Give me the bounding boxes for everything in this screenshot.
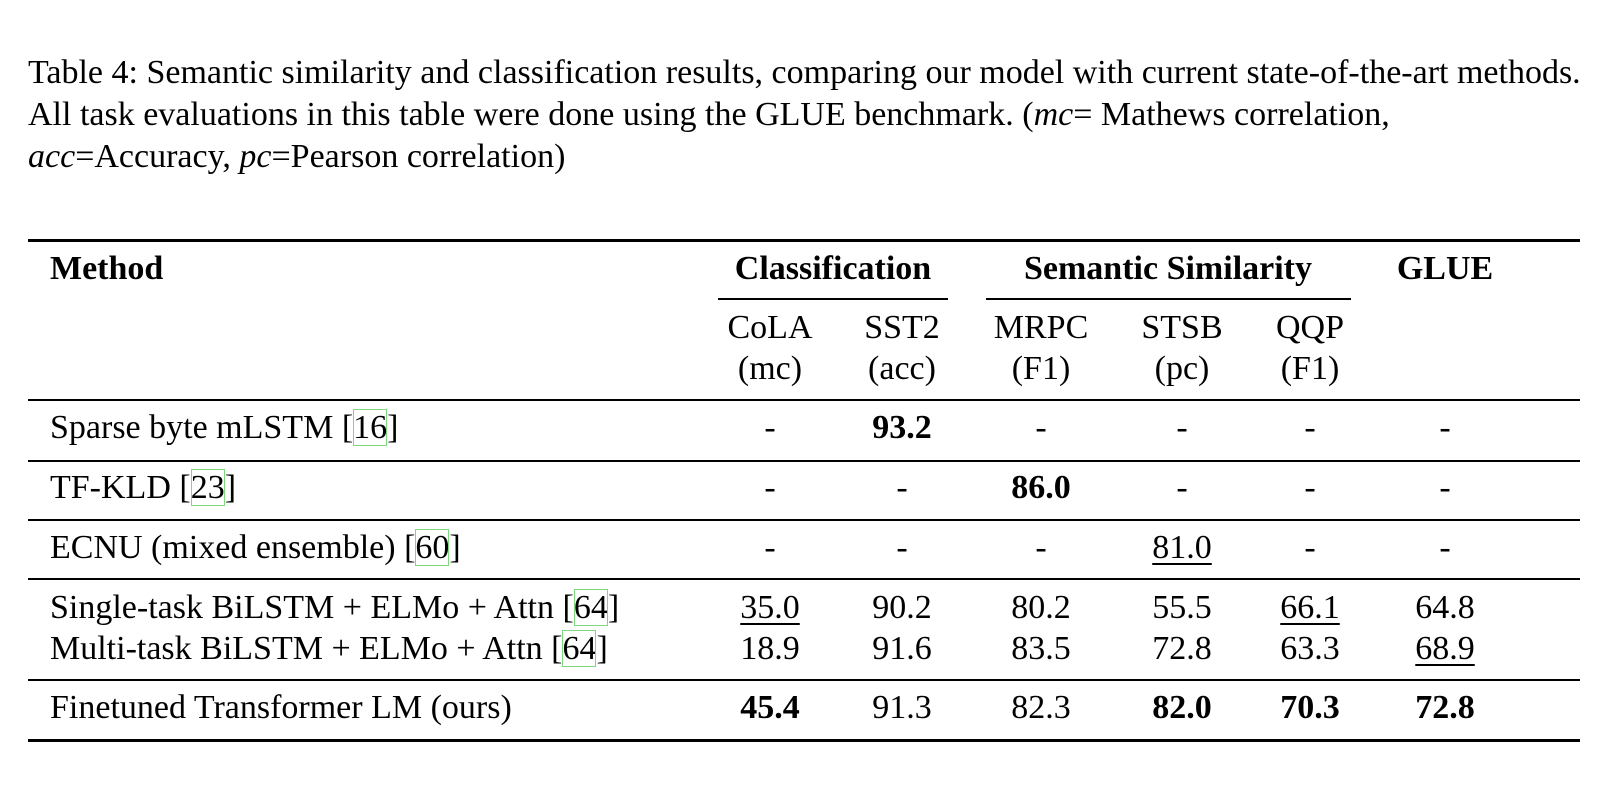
row-method bbox=[50, 528, 461, 568]
table-cell: 63.3 bbox=[1280, 630, 1340, 667]
citation-open-bracket: [ bbox=[179, 469, 191, 506]
glue-header: GLUE bbox=[1396, 250, 1494, 287]
col-header-stsb: STSB bbox=[1141, 309, 1223, 346]
table-cell: - bbox=[896, 469, 908, 506]
row-rule-3 bbox=[28, 578, 1580, 580]
table-cell: - bbox=[1304, 529, 1316, 566]
citation-link[interactable]: 60 bbox=[415, 529, 450, 566]
caption-text: Table 4: Semantic similarity and classification results, comparing our model with current state-of-the-art methods. All task evaluations in this table were done using the GLUE benchmark. ( bbox=[28, 54, 1581, 133]
table-cell: - bbox=[1176, 409, 1188, 446]
row-method bbox=[50, 468, 236, 508]
row-method bbox=[50, 408, 398, 448]
table-cell: 83.5 bbox=[1011, 630, 1071, 667]
table-cell: - bbox=[1439, 469, 1451, 506]
row-rule-2 bbox=[28, 519, 1580, 521]
citation-open-bracket: [ bbox=[341, 409, 354, 446]
table-cell: 82.0 bbox=[1152, 689, 1212, 726]
citation-close-bracket: ] bbox=[596, 630, 608, 667]
table-cell: 91.6 bbox=[872, 630, 932, 667]
caption-acc-def: =Accuracy, bbox=[75, 138, 240, 175]
table-cell: 72.8 bbox=[1415, 689, 1475, 726]
table-cell: 55.5 bbox=[1152, 589, 1212, 626]
citation-link[interactable]: 64 bbox=[573, 589, 608, 626]
table-bottom-rule bbox=[28, 739, 1580, 742]
citation-open-bracket: [ bbox=[562, 589, 574, 626]
citation-open-bracket: [ bbox=[404, 529, 416, 566]
table-cell: 82.3 bbox=[1011, 689, 1071, 726]
table-cell: - bbox=[1439, 409, 1451, 446]
table-cell: - bbox=[896, 529, 908, 566]
table-cell: - bbox=[1304, 469, 1316, 506]
row-method bbox=[50, 588, 619, 628]
citation-close-bracket: ] bbox=[387, 409, 399, 446]
col-metric-cola: (mc) bbox=[737, 350, 803, 387]
citation-link[interactable]: 23 bbox=[190, 469, 225, 506]
method-label: ECNU (mixed ensemble) bbox=[50, 529, 405, 566]
table-cell: 86.0 bbox=[1011, 469, 1071, 506]
row-rule-4 bbox=[28, 679, 1580, 681]
table-cell: 66.1 bbox=[1280, 589, 1340, 626]
method-label: Finetuned Transformer LM (ours) bbox=[50, 689, 512, 726]
table-cell: - bbox=[1176, 469, 1188, 506]
caption-pc: pc bbox=[239, 138, 272, 175]
table-cell: 91.3 bbox=[872, 689, 932, 726]
method-label: TF-KLD bbox=[50, 469, 180, 506]
citation-open-bracket: [ bbox=[551, 630, 563, 667]
method-header: Method bbox=[50, 250, 164, 287]
citation-close-bracket: ] bbox=[607, 589, 620, 626]
col-metric-qqp: (F1) bbox=[1280, 350, 1340, 387]
classification-header: Classification bbox=[734, 250, 932, 287]
table-cell: 18.9 bbox=[740, 630, 800, 667]
citation-link[interactable]: 64 bbox=[562, 630, 597, 667]
table-cell: - bbox=[764, 409, 776, 446]
table-cell: - bbox=[1035, 409, 1047, 446]
col-header-mrpc: MRPC bbox=[993, 309, 1089, 346]
row-method bbox=[50, 629, 608, 669]
col-header-cola: CoLA bbox=[727, 309, 813, 346]
table-cell: 90.2 bbox=[872, 589, 932, 626]
col-metric-sst2: (acc) bbox=[868, 350, 936, 387]
method-label: Multi-task BiLSTM + ELMo + Attn bbox=[50, 630, 552, 667]
classification-group-rule bbox=[718, 298, 948, 300]
col-metric-mrpc: (F1) bbox=[1011, 350, 1071, 387]
caption-acc: acc bbox=[28, 138, 76, 175]
table-cell: - bbox=[1035, 529, 1047, 566]
table-top-rule bbox=[28, 239, 1580, 242]
col-metric-stsb: (pc) bbox=[1154, 350, 1210, 387]
citation-close-bracket: ] bbox=[224, 469, 237, 506]
table-cell: 64.8 bbox=[1415, 589, 1475, 626]
caption-mc-def: = Mathews correlation, bbox=[1073, 96, 1390, 133]
semantic-group-rule bbox=[986, 298, 1351, 300]
table-cell: - bbox=[1439, 529, 1451, 566]
method-label: Sparse byte mLSTM bbox=[50, 409, 342, 446]
caption-pc-def: =Pearson correlation) bbox=[271, 138, 566, 175]
caption-mc: mc bbox=[1033, 96, 1074, 133]
table-cell: - bbox=[764, 529, 776, 566]
row-rule-1 bbox=[28, 460, 1580, 462]
table-cell: 72.8 bbox=[1152, 630, 1212, 667]
method-label: Single-task BiLSTM + ELMo + Attn bbox=[50, 589, 563, 626]
table-cell: 35.0 bbox=[740, 589, 800, 626]
header-bottom-rule bbox=[28, 399, 1580, 401]
table-cell: 70.3 bbox=[1280, 689, 1340, 726]
table-cell: - bbox=[764, 469, 776, 506]
col-header-sst2: SST2 bbox=[864, 309, 940, 346]
table-cell: 68.9 bbox=[1415, 630, 1475, 667]
table-cell: 93.2 bbox=[872, 409, 932, 446]
table-caption bbox=[28, 52, 1588, 178]
col-header-qqp: QQP bbox=[1275, 309, 1345, 346]
semantic-similarity-header: Semantic Similarity bbox=[1023, 250, 1313, 287]
row-method bbox=[50, 688, 512, 728]
table-cell: 80.2 bbox=[1011, 589, 1071, 626]
table-cell: - bbox=[1304, 409, 1316, 446]
table-cell: 81.0 bbox=[1152, 529, 1212, 566]
table-cell: 45.4 bbox=[740, 689, 800, 726]
citation-link[interactable]: 16 bbox=[353, 409, 388, 446]
citation-close-bracket: ] bbox=[449, 529, 461, 566]
